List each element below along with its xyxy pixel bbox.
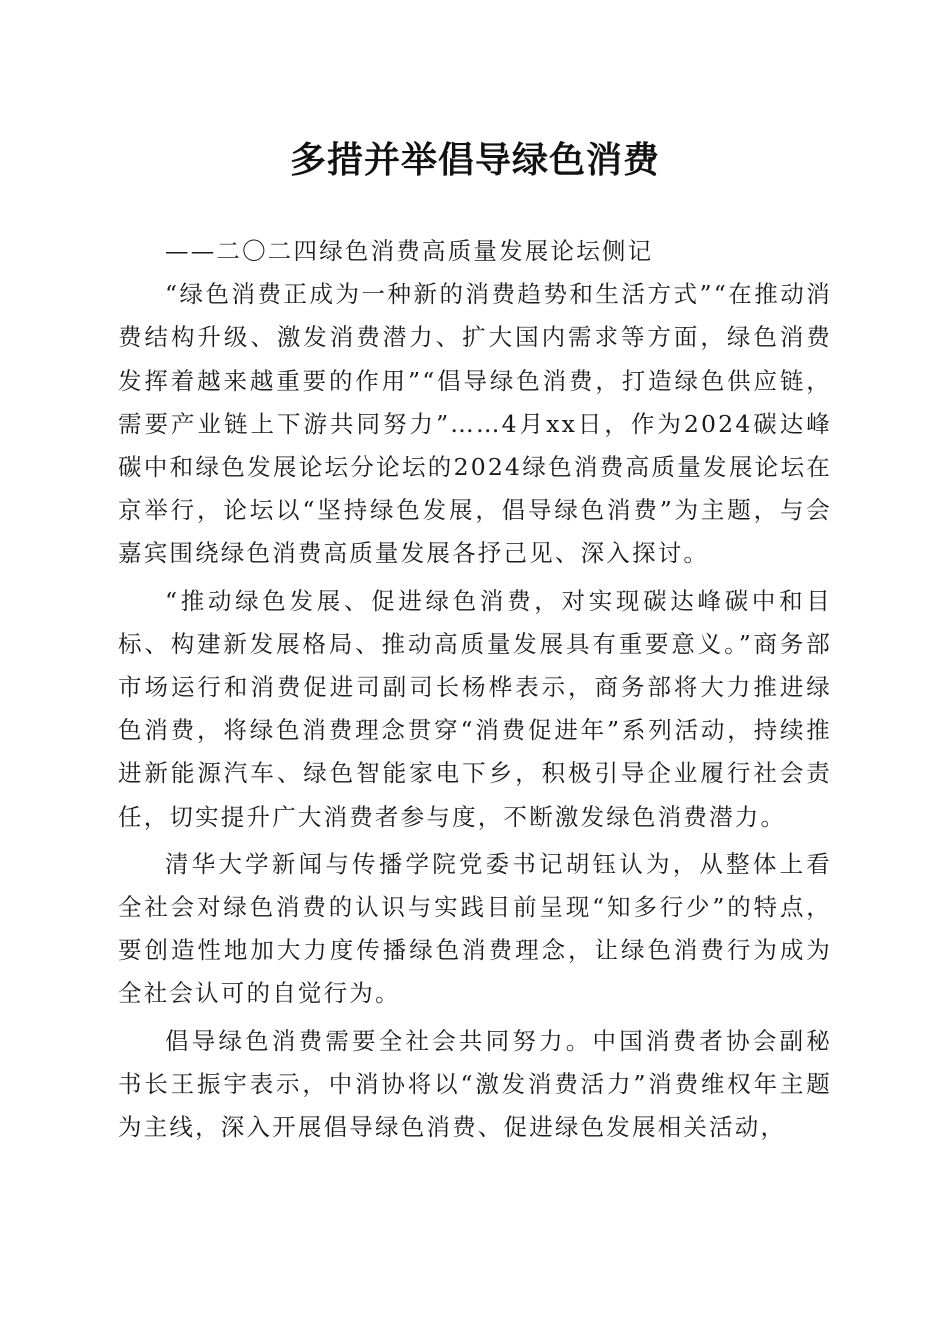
document-title: 多措并举倡导绿色消费 bbox=[289, 139, 660, 181]
document-body bbox=[118, 230, 832, 1149]
paragraph-2: “推动绿色发展、促进绿色消费，对实现碳达峰碳中和目标、构建新发展格局、推动高质量发展具有重要意义。”商务部市场运行和消费促进司副司长杨桦表示，商务部将大力推进绿色消费，将绿色消费理念贯穿“消费促进年”系列活动，持续推进新能源汽车、绿色智能家电下乡，积极引导企业履行社会责任，切实提升广大消费者参与度，不断激发绿色消费潜力。 bbox=[118, 586, 832, 831]
paragraph-1: “绿色消费正成为一种新的消费趋势和生活方式”“在推动消费结构升级、激发消费潜力、扩大国内需求等方面，绿色消费发挥着越来越重要的作用”“倡导绿色消费，打造绿色供应链，需要产业链上下游共同努力”……4月xx日，作为2024碳达峰碳中和绿色发展论坛分论坛的2024绿色消费高质量发展论坛在京举行，论坛以“坚持绿色发展，倡导绿色消费”为主题，与会嘉宾围绕绿色消费高质量发展各抒己见、深入探讨。 bbox=[118, 280, 832, 568]
subtitle: ——二〇二四绿色消费高质量发展论坛侧记 bbox=[165, 237, 654, 265]
paragraph-4: 倡导绿色消费需要全社会共同努力。中国消费者协会副秘书长王振宇表示，中消协将以“激发消费活力”消费维权年主题为主线，深入开展倡导绿色消费、促进绿色发展相关活动， bbox=[118, 1026, 832, 1142]
paragraph-3: 清华大学新闻与传播学院党委书记胡钰认为，从整体上看全社会对绿色消费的认识与实践目前呈现“知多行少”的特点，要创造性地加大力度传播绿色消费理念，让绿色消费行为成为全社会认可的自觉行为。 bbox=[118, 849, 832, 1008]
